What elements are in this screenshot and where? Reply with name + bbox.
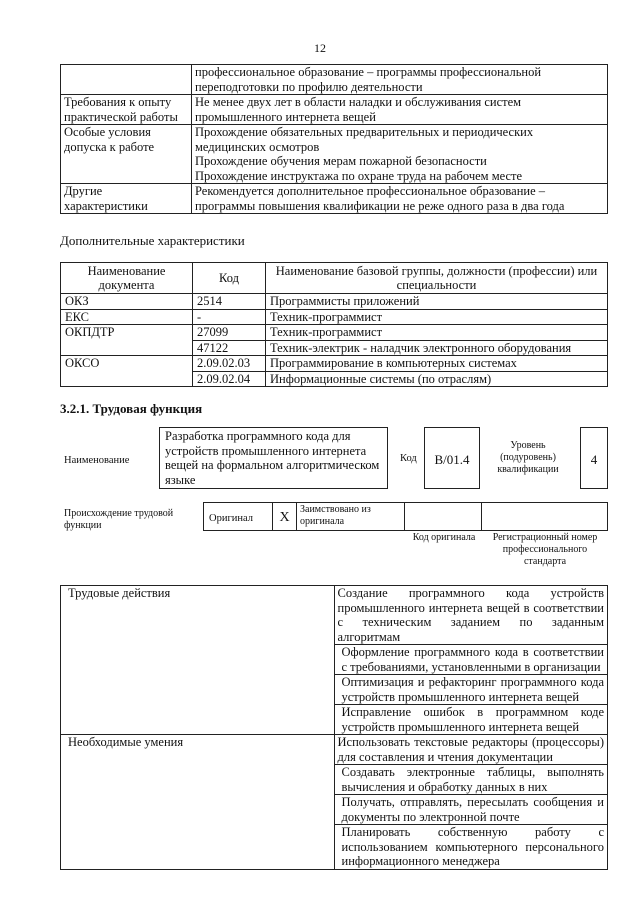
row-label (61, 65, 192, 95)
origin-label: Происхождение трудовой функции (64, 508, 174, 531)
name-cell: Программирование в компьютерных системах (266, 356, 608, 372)
original-mark: X (272, 502, 297, 531)
code-cell: 2.09.02.04 (193, 371, 266, 387)
code-cell: 2.09.02.03 (193, 356, 266, 372)
original-label: Оригинал (203, 502, 273, 531)
table-row (61, 356, 608, 372)
detail-item: Создавать электронные таблицы, выполнять вычисления и обработку данных в них (334, 765, 608, 795)
name-cell: Техник-электрик - наладчик электронного оборудования (266, 340, 608, 356)
function-details-table (60, 585, 608, 870)
table-row (61, 735, 608, 765)
table-row (61, 325, 608, 341)
detail-item: Получать, отправлять, пересылать сообщения и документы по электронной почте (334, 795, 608, 825)
table-row (61, 95, 608, 125)
row-label: Особые условия допуска к работе (61, 125, 192, 184)
borrowed-label: Заимствовано из оригинала (296, 502, 405, 531)
additional-characteristics-title: Дополнительные характеристики (60, 233, 245, 248)
name-cell: Программисты приложений (266, 294, 608, 310)
table-row (61, 184, 608, 214)
row-value-line: Прохождение инструктажа по охране труда на рабочем месте (195, 168, 523, 183)
column-header: Наименование документа (61, 263, 193, 294)
code-cell: 47122 (193, 340, 266, 356)
additional-characteristics-table (60, 262, 608, 387)
function-code-box: B/01.4 (424, 427, 480, 489)
row-value-line: переподготовки по профилю деятельности (195, 79, 423, 94)
table-header-row (61, 263, 608, 294)
row-label: Необходимые умения (61, 735, 335, 870)
row-label: Трудовые действия (61, 586, 335, 735)
reg-number-label: Регистрационный номер профессионального стандарта (492, 532, 598, 567)
original-code-box (404, 502, 482, 531)
column-header: Код (193, 263, 266, 294)
detail-item: Создание программного кода устройств промышленного интернета вещей в соответствии с техническим заданием по заданным алгоритмам (334, 586, 608, 645)
detail-item: Исправление ошибок в программном коде устройств промышленного интернета вещей (334, 705, 608, 735)
section-heading: 3.2.1. Трудовая функция (60, 401, 203, 416)
row-value-line: профессиональное образование – программы профессиональной (195, 65, 542, 79)
table-row (61, 125, 608, 184)
detail-item: Использовать текстовые редакторы (процессоры) для составления и чтения документации (334, 735, 608, 765)
name-cell: Техник-программист (266, 309, 608, 325)
doc-cell: ЕКС (61, 309, 193, 325)
code-label: Код (400, 453, 417, 464)
level-label: Уровень (подуровень) квалификации (497, 440, 559, 475)
registration-number-box (481, 502, 608, 531)
detail-item: Планировать собственную работу с использованием компьютерного персонального информационного менеджера (334, 825, 608, 870)
function-name-box: Разработка программного кода для устройств промышленного интернета вещей на формальном алгоритмическом языке (159, 427, 388, 489)
row-label: Другие характеристики (61, 184, 192, 214)
name-cell: Информационные системы (по отраслям) (266, 371, 608, 387)
code-cell: 2514 (193, 294, 266, 310)
name-cell: Техник-программист (266, 325, 608, 341)
table-row (61, 309, 608, 325)
level-value-box: 4 (580, 427, 608, 489)
code-original-label: Код оригинала (412, 532, 476, 543)
detail-item: Оптимизация и рефакторинг программного кода устройств промышленного интернета вещей (334, 675, 608, 705)
name-label: Наименование (64, 455, 130, 466)
code-cell: 27099 (193, 325, 266, 341)
doc-cell: ОКСО (61, 356, 193, 387)
doc-cell: ОКПДТР (61, 325, 193, 356)
table-row (61, 65, 608, 95)
row-value: Рекомендуется дополнительное профессиональное образование – программы повышения квалификации не реже одного раза в два года (192, 184, 608, 214)
row-value (192, 65, 608, 95)
row-value (192, 125, 608, 184)
page-number: 12 (314, 41, 326, 55)
table-row (61, 294, 608, 310)
column-header: Наименование базовой группы, должности (профессии) или специальности (266, 263, 608, 294)
detail-item: Оформление программного кода в соответствии с требованиями, установленными в организации (334, 645, 608, 675)
doc-cell: ОКЗ (61, 294, 193, 310)
row-label: Требования к опыту практической работы (61, 95, 192, 125)
row-value-line: Прохождение обучения мерам пожарной безопасности (195, 154, 487, 168)
code-cell: - (193, 309, 266, 325)
qualification-requirements-table (60, 64, 608, 214)
row-value: Не менее двух лет в области наладки и обслуживания систем промышленного интернета вещей (192, 95, 608, 125)
row-value-line: Прохождение обязательных предварительных и периодических медицинских осмотров (195, 125, 534, 154)
table-row (61, 586, 608, 645)
